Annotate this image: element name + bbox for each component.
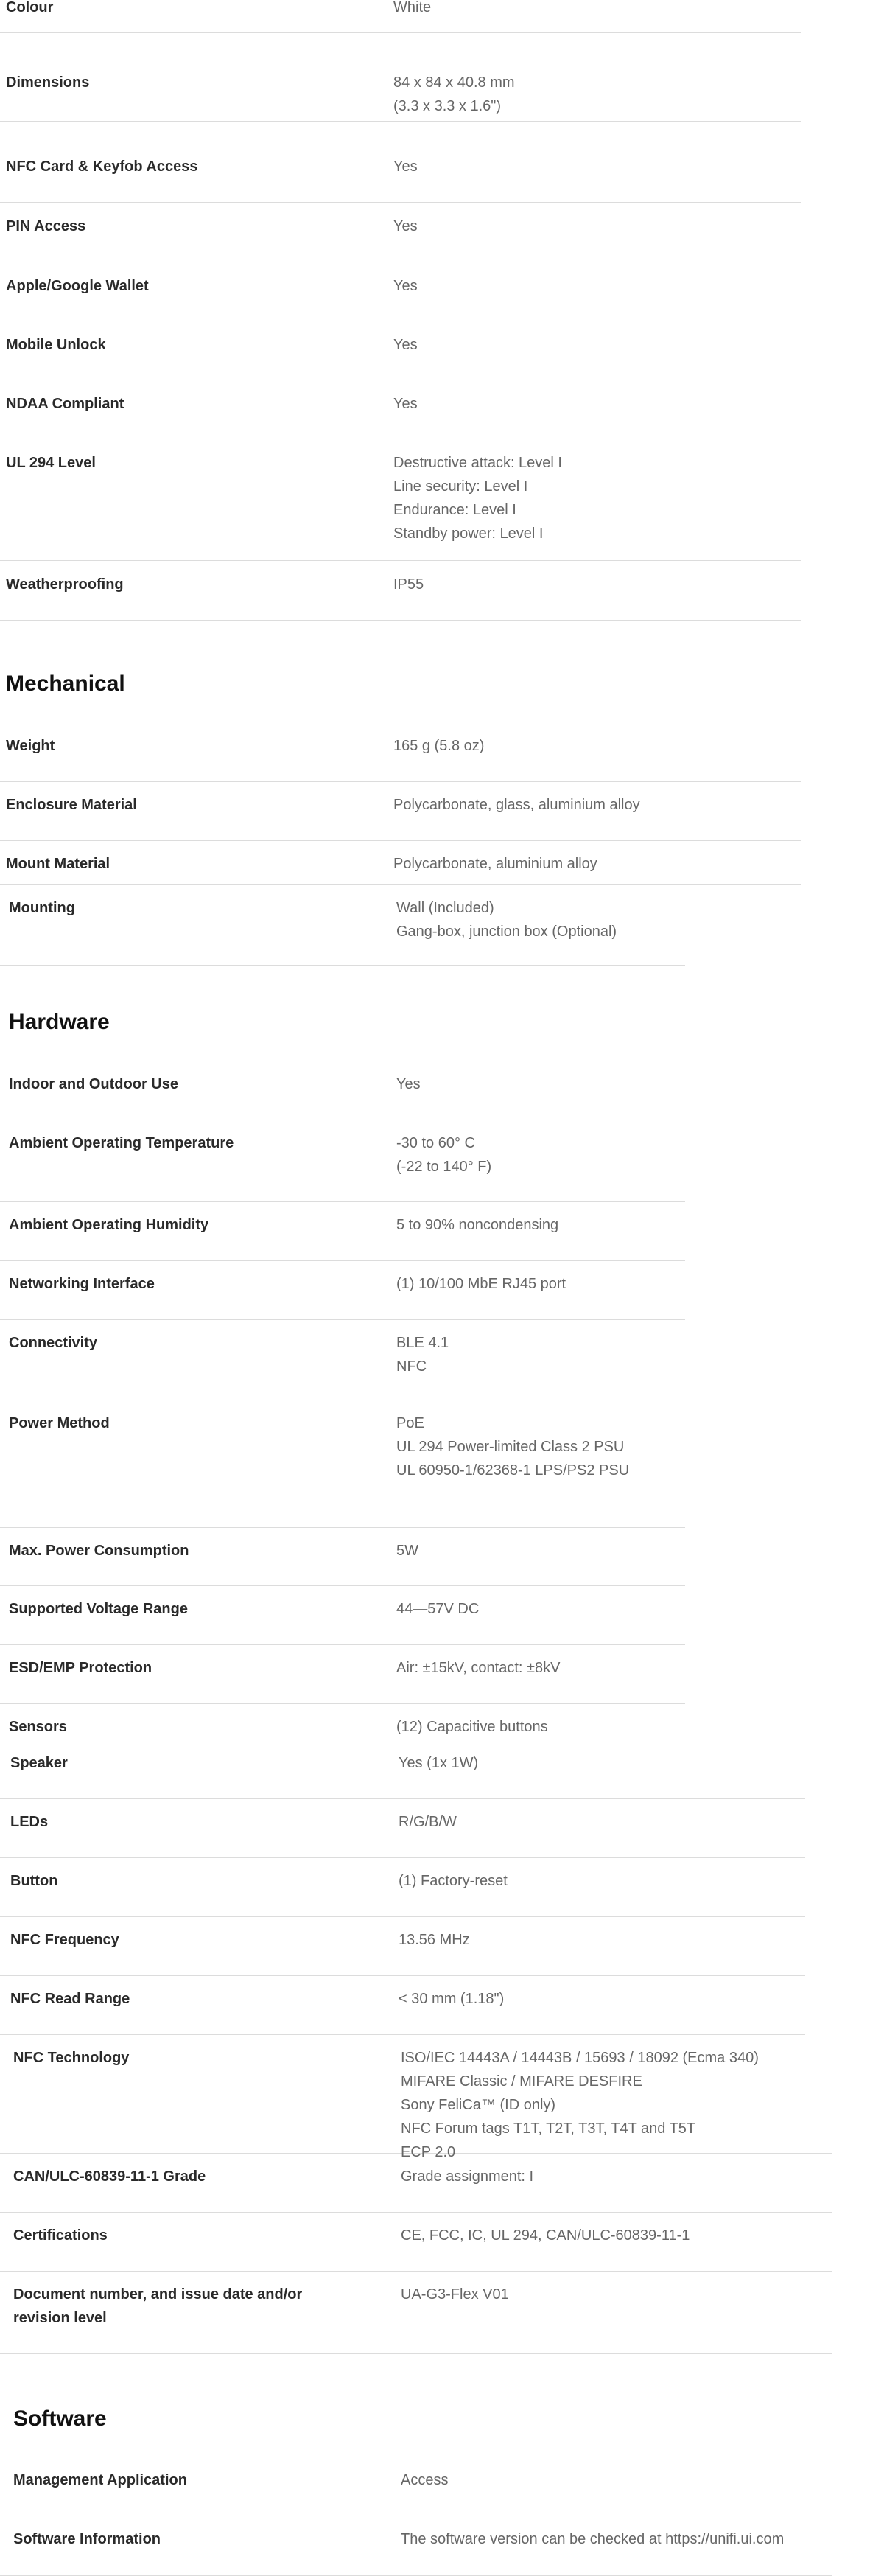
spec-value-line: ISO/IEC 14443A / 14443B / 15693 / 18092 (Ecma 340) [401, 2050, 759, 2066]
spec-label: Networking Interface [9, 1276, 155, 1292]
spec-value-line: 5 to 90% noncondensing [396, 1217, 559, 1233]
spec-value-line: 165 g (5.8 oz) [393, 738, 485, 754]
spec-value [393, 155, 418, 178]
spec-value-line: R/G/B/W [399, 1814, 457, 1830]
spec-row-nfc-read-range [0, 1977, 805, 2035]
spec-value-line: UA-G3-Flex V01 [401, 2286, 509, 2303]
spec-value-line: (-22 to 140° F) [396, 1159, 492, 1175]
spec-value-line: UL 294 Power-limited Class 2 PSU [396, 1439, 625, 1455]
spec-row-weight [0, 724, 801, 782]
spec-value [393, 274, 418, 298]
spec-row-document-number-and-issue-date-and-or-revision-level [0, 2272, 832, 2354]
spec-value [399, 1810, 457, 1834]
spec-value [396, 1597, 479, 1621]
spec-value-line: Yes [393, 396, 418, 412]
spec-label: Mobile Unlock [6, 337, 106, 353]
spec-label: Speaker [10, 1755, 68, 1771]
spec-value-line: CE, FCC, IC, UL 294, CAN/ULC-60839-11-1 [401, 2227, 690, 2244]
spec-value [401, 2283, 509, 2306]
spec-row-supported-voltage-range [0, 1587, 685, 1645]
spec-value [401, 2224, 690, 2247]
spec-value [393, 451, 562, 545]
spec-row-indoor-and-outdoor-use [0, 1062, 685, 1120]
spec-row-colour [0, 0, 801, 33]
spec-label: Ambient Operating Humidity [9, 1217, 209, 1233]
spec-row-networking-interface [0, 1262, 685, 1320]
spec-value [396, 1072, 421, 1096]
spec-value-line: MIFARE Classic / MIFARE DESFIRE [401, 2073, 642, 2090]
spec-row-enclosure-material [0, 783, 801, 841]
spec-value-line: ECP 2.0 [401, 2144, 456, 2160]
spec-value-line: NFC [396, 1358, 427, 1375]
spec-label: Mount Material [6, 856, 110, 872]
spec-value-line: NFC Forum tags T1T, T2T, T3T, T4T and T5T [401, 2121, 696, 2137]
spec-value [396, 1411, 629, 1482]
spec-row-power-method [0, 1401, 685, 1528]
spec-value-line: Standby power: Level I [393, 526, 544, 542]
spec-row-weatherproofing [0, 562, 801, 621]
spec-value [396, 896, 617, 943]
spec-label: Apple/Google Wallet [6, 278, 149, 294]
spec-label: Certifications [13, 2227, 108, 2244]
spec-label: Weight [6, 738, 55, 754]
spec-value [393, 214, 418, 238]
spec-label: Indoor and Outdoor Use [9, 1076, 178, 1092]
spec-value-line: 13.56 MHz [399, 1932, 470, 1948]
spec-label: Button [10, 1873, 58, 1889]
spec-row-ambient-operating-humidity [0, 1203, 685, 1261]
spec-value-line: Polycarbonate, glass, aluminium alloy [393, 797, 640, 813]
spec-value-line: (1) Factory-reset [399, 1873, 508, 1889]
spec-row-esd-emp-protection [0, 1646, 685, 1704]
spec-value [393, 734, 484, 758]
spec-value-line: (12) Capacitive buttons [396, 1719, 548, 1735]
spec-value-line: Gang-box, junction box (Optional) [396, 924, 617, 940]
spec-label: Max. Power Consumption [9, 1543, 189, 1559]
spec-value [399, 1928, 470, 1952]
spec-value [401, 2468, 448, 2492]
spec-label: Supported Voltage Range [9, 1601, 188, 1617]
spec-row-leds [0, 1800, 805, 1858]
spec-value-line: Yes [393, 158, 418, 175]
spec-row-nfc-frequency [0, 1918, 805, 1976]
spec-row-certifications [0, 2213, 832, 2272]
spec-row-nfc-technology [0, 2036, 832, 2160]
spec-label: Sensors [9, 1719, 67, 1735]
spec-row-software-information [0, 2517, 832, 2576]
spec-row-dimensions [0, 60, 801, 122]
spec-label: Weatherproofing [6, 576, 124, 593]
spec-value-line: Polycarbonate, aluminium alloy [393, 856, 597, 872]
spec-value-line: IP55 [393, 576, 424, 593]
spec-label: Power Method [9, 1415, 110, 1431]
spec-row-sensors [0, 1705, 810, 1740]
spec-value [396, 1272, 566, 1296]
spec-value-line: Yes [393, 278, 418, 294]
section-title-software: Software [13, 2406, 107, 2431]
spec-label: Management Application [13, 2472, 187, 2488]
spec-value [396, 1715, 548, 1739]
spec-label: NDAA Compliant [6, 396, 124, 412]
spec-row-mount-material [0, 842, 801, 885]
spec-value [399, 1987, 504, 2011]
spec-label: Connectivity [9, 1335, 98, 1351]
spec-value [393, 852, 597, 876]
spec-label: NFC Technology [13, 2050, 130, 2066]
spec-value-line: Grade assignment: I [401, 2168, 534, 2185]
spec-label: Enclosure Material [6, 797, 137, 813]
spec-value-line: UL 60950-1/62368-1 LPS/PS2 PSU [396, 1462, 630, 1479]
spec-value-line: Wall (Included) [396, 900, 494, 916]
section-title-mechanical: Mechanical [6, 671, 125, 696]
spec-label: PIN Access [6, 218, 86, 234]
spec-value-line: Line security: Level I [393, 478, 528, 495]
spec-label: Document number, and issue date and/or revision level [13, 2286, 303, 2326]
spec-label: CAN/ULC-60839-11-1 Grade [13, 2168, 206, 2185]
spec-value-line: Yes [393, 218, 418, 234]
spec-label: UL 294 Level [6, 455, 96, 471]
spec-value [393, 0, 431, 19]
spec-value [401, 2165, 533, 2188]
spec-label: Mounting [9, 900, 75, 916]
spec-value-line: White [393, 0, 432, 15]
spec-value [401, 2046, 759, 2164]
spec-row-mounting [0, 886, 685, 966]
spec-row-apple-google-wallet [0, 264, 801, 321]
spec-row-can-ulc-60839-11-1-grade [0, 2154, 832, 2213]
spec-value-line: Sony FeliCa™ (ID only) [401, 2097, 556, 2113]
spec-row-ndaa-compliant [0, 382, 801, 439]
spec-value [396, 1331, 449, 1378]
spec-row-ambient-operating-temperature [0, 1121, 685, 1202]
spec-label: LEDs [10, 1814, 49, 1830]
spec-value-line: 44—57V DC [396, 1601, 480, 1617]
spec-value [393, 573, 424, 596]
spec-value-line: (3.3 x 3.3 x 1.6") [393, 98, 502, 114]
spec-value [396, 1539, 418, 1563]
spec-value [399, 1869, 508, 1893]
spec-value-line: Yes (1x 1W) [399, 1755, 479, 1771]
spec-row-connectivity [0, 1321, 685, 1400]
spec-label: NFC Read Range [10, 1991, 130, 2007]
spec-value-line: < 30 mm (1.18") [399, 1991, 505, 2007]
spec-value-line: Air: ±15kV, contact: ±8kV [396, 1660, 561, 1676]
spec-label: Dimensions [6, 74, 90, 91]
spec-label: NFC Frequency [10, 1932, 119, 1948]
spec-value-line: Destructive attack: Level I [393, 455, 562, 471]
spec-value [393, 71, 515, 118]
spec-label: Colour [6, 0, 54, 15]
spec-row-nfc-card-keyfob-access [0, 144, 801, 203]
spec-label: Software Information [13, 2531, 161, 2547]
spec-label: NFC Card & Keyfob Access [6, 158, 198, 175]
spec-value [396, 1131, 491, 1179]
spec-value-line: (1) 10/100 MbE RJ45 port [396, 1276, 566, 1292]
spec-value [401, 2527, 784, 2551]
spec-value-line: Access [401, 2472, 449, 2488]
spec-row-button [0, 1859, 805, 1917]
spec-value-line: Endurance: Level I [393, 502, 516, 518]
spec-value [393, 793, 640, 817]
spec-value [393, 392, 418, 416]
spec-value-line: 84 x 84 x 40.8 mm [393, 74, 515, 91]
spec-row-management-application [0, 2458, 832, 2516]
spec-row-max-power-consumption [0, 1529, 685, 1586]
spec-value-line: BLE 4.1 [396, 1335, 449, 1351]
section-title-hardware: Hardware [9, 1010, 110, 1034]
spec-row-speaker [0, 1741, 805, 1799]
spec-value [396, 1656, 560, 1680]
spec-value-line: -30 to 60° C [396, 1135, 475, 1151]
spec-value-line: PoE [396, 1415, 424, 1431]
spec-value-line: The software version can be checked at https://unifi.ui.com [401, 2531, 785, 2547]
spec-label: Ambient Operating Temperature [9, 1135, 234, 1151]
spec-value [393, 333, 418, 357]
spec-value [399, 1751, 478, 1775]
spec-value-line: 5W [396, 1543, 418, 1559]
spec-label: ESD/EMP Protection [9, 1660, 152, 1676]
spec-value-line: Yes [396, 1076, 421, 1092]
spec-value-line: Yes [393, 337, 418, 353]
spec-row-ul-294-level [0, 441, 801, 561]
spec-value [396, 1213, 558, 1237]
spec-row-mobile-unlock [0, 323, 801, 380]
spec-row-pin-access [0, 204, 801, 262]
